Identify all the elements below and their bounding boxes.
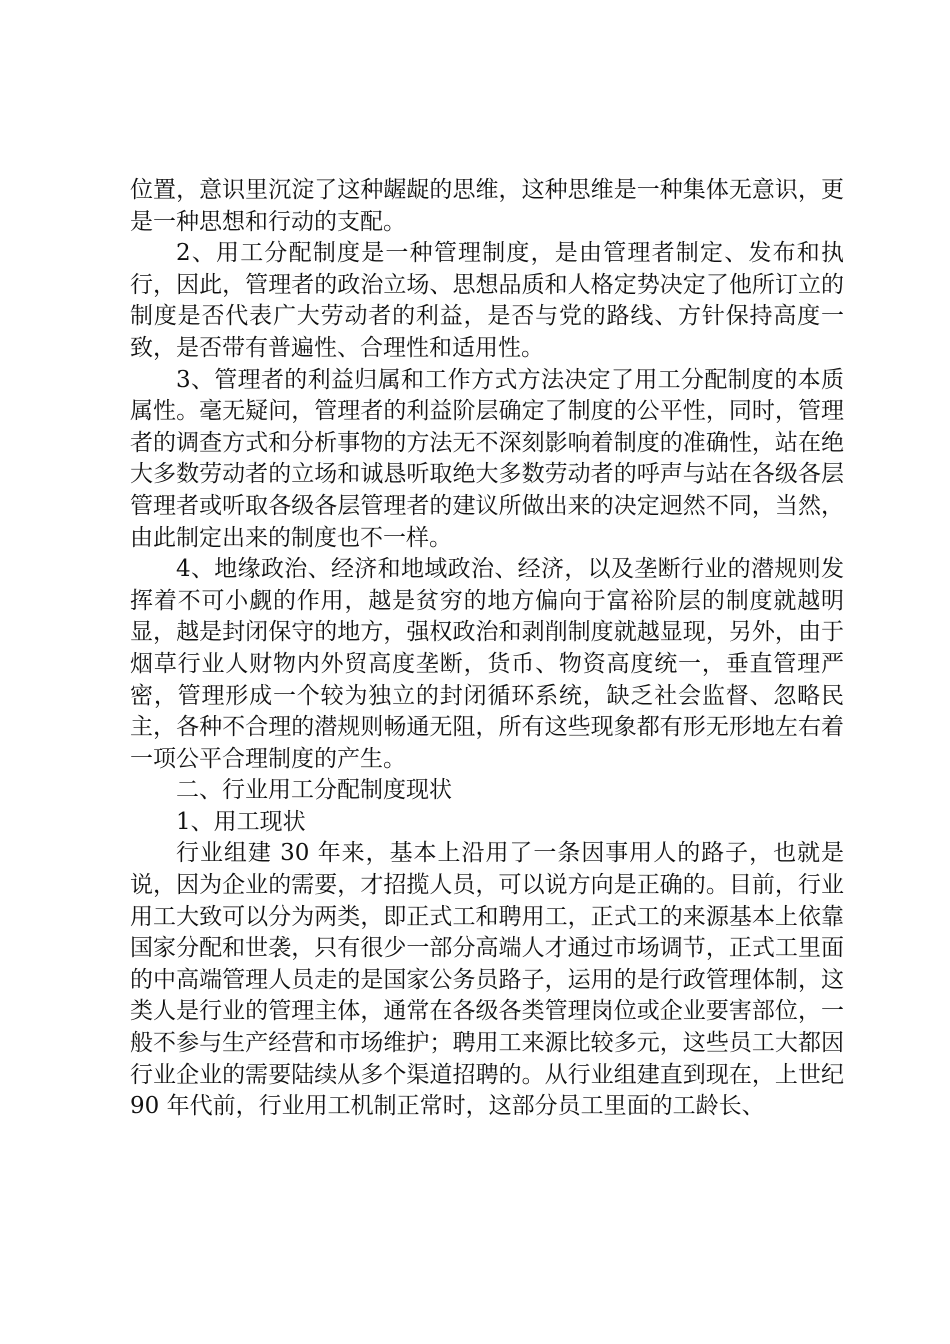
paragraph-continuation: 位置，意识里沉淀了这种龌龊的思维，这种思维是一种集体无意识，更是一种思想和行动的支配。 [130,177,844,235]
section-heading: 二、行业用工分配制度现状 [176,777,452,804]
paragraph-point-4: 4、地缘政治、经济和地域政治、经济，以及垄断行业的潜规则发挥着不可小觑的作用，越是贫穷的地方偏向于富裕阶层的制度就越明显，越是封闭保守的地方，强权政治和剥削制度就越显现，另外，由于烟草行业人财物内外贸高度垄断，货币、物资高度统一，垂直管理严密，管理形成一个较为独立的封闭循环系统，缺乏社会监督、忽略民主，各种不合理的潜规则畅通无阻，所有这些现象都有形无形地左右着一项公平合理制度的产生。 [130,556,844,772]
paragraph-employment-status: 行业组建 30 年来，基本上沿用了一条因事用人的路子，也就是说，因为企业的需要，才招揽人员，可以说方向是正确的。目前，行业用工大致可以分为两类，即正式工和聘用工，正式工的来源基本上依靠国家分配和世袭，只有很少一部分高端人才通过市场调节，正式工里面的中高端管理人员走的是国家公务员路子，运用的是行政管理体制，这类人是行业的管理主体，通常在各级各类管理岗位或企业要害部位，一般不参与生产经营和市场维护；聘用工来源比较多元，这些员工大都因行业企业的需要陆续从多个渠道招聘的。从行业组建直到现在，上世纪 90 年代前，行业用工机制正常时，这部分员工里面的工龄长、 [130,840,844,1120]
paragraph-point-3: 3、管理者的利益归属和工作方式方法决定了用工分配制度的本质属性。毫无疑问，管理者的利益阶层确定了制度的公平性，同时，管理者的调查方式和分析事物的方法无不深刻影响着制度的准确性，站在绝大多数劳动者的立场和诚恳听取绝大多数劳动者的呼声与站在各级各层管理者或听取各级各层管理者的建议所做出来的决定迥然不同，当然，由此制定出来的制度也不一样。 [130,366,844,551]
document-page [130,175,844,1123]
paragraph-point-2: 2、用工分配制度是一种管理制度，是由管理者制定、发布和执行，因此，管理者的政治立场、思想品质和人格定势决定了他所订立的制度是否代表广大劳动者的利益，是否与党的路线、方针保持高度一致，是否带有普遍性、合理性和适用性。 [130,240,844,361]
subsection-heading: 1、用工现状 [176,808,306,835]
